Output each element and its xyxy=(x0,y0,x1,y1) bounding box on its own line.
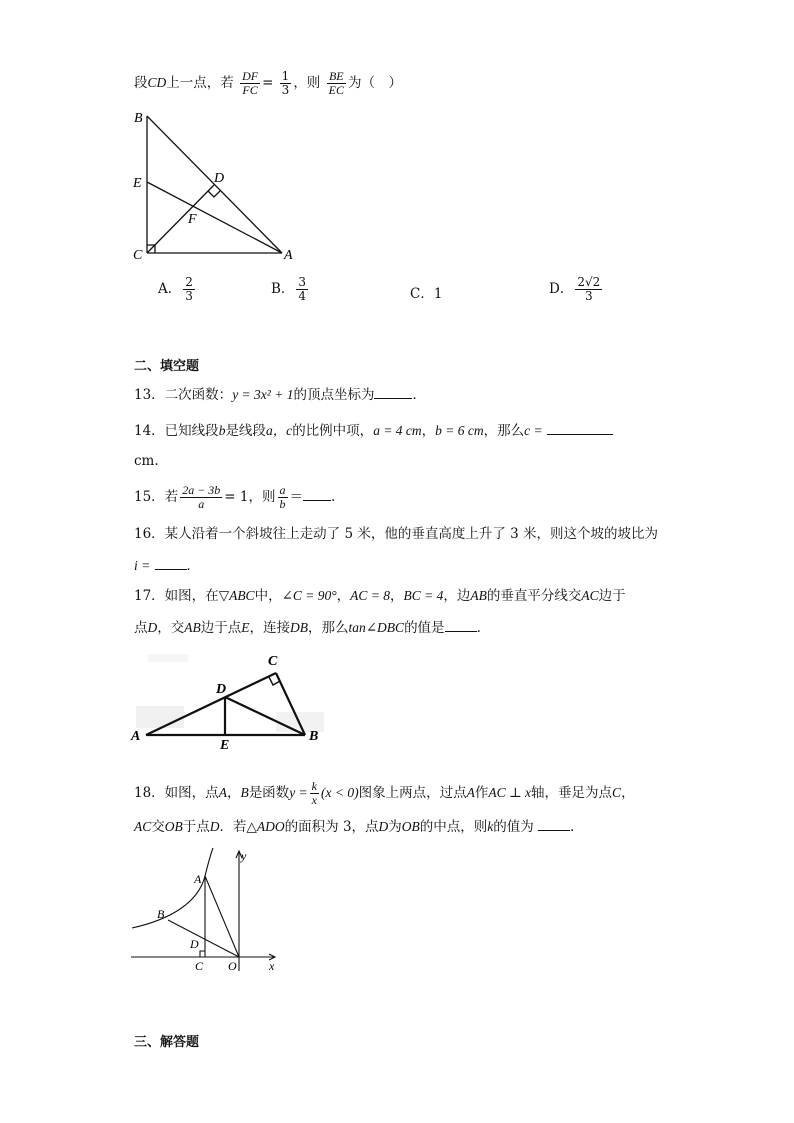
q18-figure xyxy=(128,846,288,976)
q12-frac-13: $\frac{1}{3}$ xyxy=(281,69,290,97)
q12-option-c[interactable]: C．1 xyxy=(410,286,443,302)
label-d: D xyxy=(214,171,225,186)
q18-line1: 18．如图，点A，B是函数y = $\frac{k}{x}$ (x < 0)图象上两点，过点A作AC ⊥ x轴，垂足为点C， xyxy=(134,779,635,807)
label-x: x xyxy=(269,959,275,973)
q17-line2: 点D，交AB边于点E，连接DB，那么tan∠DBC的值是 ． xyxy=(134,617,490,638)
label-d: D xyxy=(216,682,227,697)
q13: 13．二次函数：y = 3x² + 1的顶点坐标为 ． xyxy=(134,384,426,405)
q14-unit: cm. xyxy=(134,453,159,469)
label-c: C xyxy=(195,959,204,973)
q12-option-a[interactable]: A． $\frac{2}{3}$ xyxy=(158,275,193,303)
label-b: B xyxy=(134,111,143,126)
label-b: B xyxy=(157,907,165,921)
label-o: O xyxy=(228,959,237,973)
q12-seg-cd: CD xyxy=(147,75,167,90)
q12-text: 上一点，若 xyxy=(166,75,234,91)
q12-text: 段 xyxy=(134,75,148,91)
line-ea xyxy=(147,182,282,253)
q12-option-d[interactable]: D． $\frac{2√2}{3}$ xyxy=(549,275,601,303)
label-c: C xyxy=(268,654,278,669)
q15: 15．若 $\frac{2a - 3b}{a}$ = 1，则 $\frac{a}{b}$ ＝ ． xyxy=(134,483,345,511)
q12-text: ，则 xyxy=(293,75,321,91)
q12-text: 为（ ） xyxy=(347,75,402,91)
right-angle-d xyxy=(208,191,220,197)
label-y: y xyxy=(241,849,247,863)
q12-frac-be: $\frac{BE}{EC}$ xyxy=(328,69,344,97)
q13-answer-blank[interactable] xyxy=(374,384,412,399)
line-ao xyxy=(205,876,239,957)
line-cd xyxy=(147,185,214,253)
label-d: D xyxy=(190,937,199,951)
q16-line2: i = ． xyxy=(134,555,200,576)
q18-line2: AC交OB于点D．若△ADO的面积为 3，点D为OB的中点，则k的值为 ． xyxy=(134,816,584,837)
label-a: A xyxy=(284,248,293,263)
q12-option-b[interactable]: B． $\frac{3}{4}$ xyxy=(271,275,307,303)
q14: 14．已知线段b是线段a，c的比例中项，a = 4 cm，b = 6 cm，那么c = xyxy=(134,420,613,441)
label-e: E xyxy=(220,738,230,753)
label-a: A xyxy=(131,729,141,744)
section-title-fill-in: 二、填空题 xyxy=(134,359,200,374)
label-e: E xyxy=(133,176,142,191)
right-angle-c3 xyxy=(200,951,205,957)
q17-figure xyxy=(128,648,328,753)
q12-eq: = xyxy=(262,75,274,91)
q12-frac-df: $\frac{DF}{FC}$ xyxy=(242,69,259,97)
label-c: C xyxy=(133,248,143,263)
label-f: F xyxy=(188,212,197,227)
q15-answer-blank[interactable] xyxy=(303,486,331,501)
q14-answer-blank[interactable] xyxy=(547,420,613,435)
q12-stem xyxy=(134,70,402,97)
line-ac xyxy=(146,673,276,735)
hyperbola xyxy=(132,848,213,928)
section-title-answer: 三、解答题 xyxy=(134,1035,200,1050)
label-a: A xyxy=(194,872,202,886)
label-b: B xyxy=(309,729,319,744)
q17-answer-blank[interactable] xyxy=(445,617,477,632)
q12-figure xyxy=(128,105,308,265)
q16-line1: 16．某人沿着一个斜坡往上走动了 5 米，他的垂直高度上升了 3 米，则这个坡的坡比为 xyxy=(134,526,659,542)
q16-answer-blank[interactable] xyxy=(155,555,187,570)
q18-answer-blank[interactable] xyxy=(538,816,570,831)
q17-line1: 17．如图，在▽ABC中，∠C = 90°，AC = 8，BC = 4，边AB的垂直平分线交AC边于 xyxy=(134,588,626,604)
